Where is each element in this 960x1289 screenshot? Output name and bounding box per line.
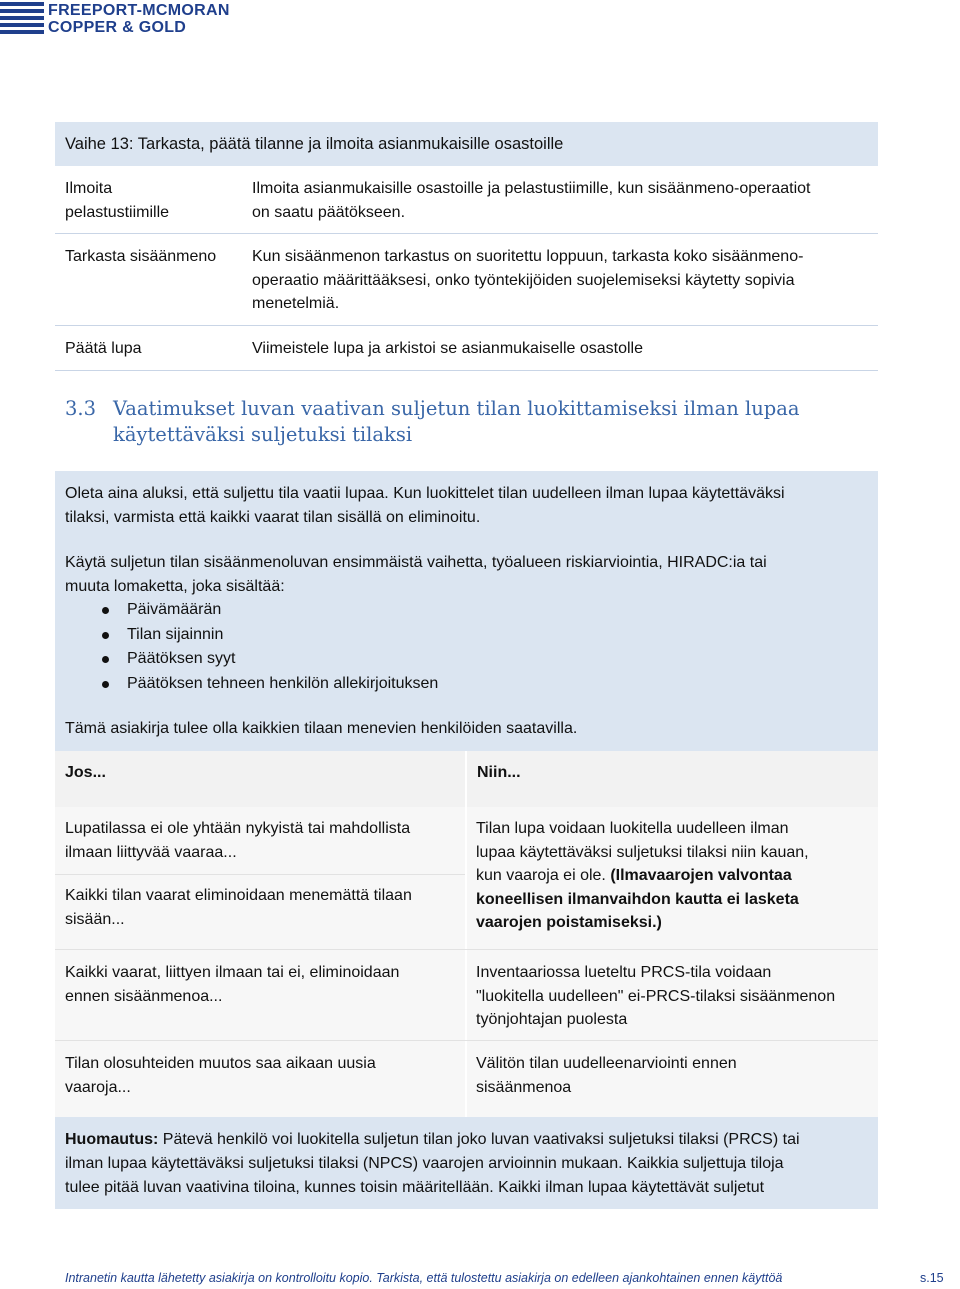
divider [55, 874, 465, 875]
bullet-icon [102, 681, 109, 688]
step-row-text: Kun sisäänmenon tarkastus on suoritettu loppuun, tarkasta koko sisäänmeno- operaatio määrittääksesi, onko työntekijöiden suojelemiseksi käytetty sopivia menetelmiä. [252, 248, 804, 312]
note-label: Huomautus: [65, 1131, 159, 1148]
step-row-text: Viimeistele lupa ja arkistoi se asianmukaiselle osastolle [252, 340, 644, 357]
info-paragraph-1: Oleta aina aluksi, että suljettu tila vaatii lupaa. Kun luokittelet tilan uudelleen ilman lupaa käytettäväksi tilaksi, varmista että kaikki vaarat tilan sisällä on eliminoitu. [65, 485, 785, 526]
table-cell-if: Lupatilassa ei ole yhtään nykyistä tai mahdollista ilmaan liittyvää vaaraa... [65, 820, 411, 861]
column-header-if: Jos... [55, 751, 465, 807]
divider [55, 325, 878, 326]
column-header-then: Niin... [467, 751, 878, 807]
table-cell-then: Välitön tilan uudelleenarviointi ennen sisäänmenoa [476, 1055, 737, 1096]
logo-text: FREEPORT-MCMORAN COPPER & GOLD [48, 2, 230, 36]
page-number: s.15 [920, 1271, 944, 1285]
info-paragraph-2: Käytä suljetun tilan sisäänmenoluvan ensimmäistä vaihetta, työalueen riskiarviointia, HIRADC:ia tai muuta lomaketta, joka sisältää: [65, 554, 767, 595]
requirements-list [65, 598, 865, 696]
table-cell-then: Tilan lupa voidaan luokitella uudelleen ilman lupaa käytettäväksi suljetuksi tilaksi niin kauan, kun vaaroja ei ole. (Ilmavaarojen valvontaa koneellisen ilmanvaihdon kautta ei lasketa vaarojen poistamiseksi.) [476, 820, 809, 931]
company-logo [0, 0, 230, 40]
bullet-icon [102, 632, 109, 639]
bullet-icon [102, 607, 109, 614]
table-cell-if: Kaikki tilan vaarat eliminoidaan menemättä tilaan sisään... [65, 887, 412, 928]
section-number: 3.3 [65, 397, 97, 420]
list-item: Päätöksen tehneen henkilön allekirjoituksen [65, 672, 865, 697]
step-header: Vaihe 13: Tarkasta, päätä tilanne ja ilmoita asianmukaisille osastoille [55, 122, 878, 166]
note-box: Huomautus: Pätevä henkilö voi luokitella suljetun tilan joko luvan vaativaksi suljetuksi tilaksi (PRCS) tai ilman lupaa käytettäväksi suljetuksi tilaksi (NPCS) vaarojen arvioinnin mukaan. Kaikkia suljettuja tiloja tulee pitää luvan vaativina tiloina, kunnes toisin määritellään. Kaikki ilman lupaa käytettävät suljetut [55, 1117, 878, 1209]
table-row-divider [55, 949, 878, 950]
divider [55, 370, 878, 371]
divider [55, 233, 878, 234]
list-item: Päivämäärän [65, 598, 865, 623]
step-row-label: Ilmoita pelastustiimille [65, 180, 170, 221]
table-cell-if: Tilan olosuhteiden muutos saa aikaan uusia vaaroja... [65, 1055, 376, 1096]
table-cell-if: Kaikki vaarat, liittyen ilmaan tai ei, eliminoidaan ennen sisäänmenoa... [65, 964, 400, 1005]
list-item: Päätöksen syyt [65, 647, 865, 672]
column-divider [465, 751, 467, 1117]
table-row-divider [55, 1040, 878, 1041]
bullet-icon [102, 656, 109, 663]
table-cell-then: Inventaariossa lueteltu PRCS-tila voidaan "luokitella uudelleen" ei-PRCS-tilaksi sisäänmenon työnjohtajan puolesta [476, 964, 836, 1028]
step-row-text: Ilmoita asianmukaisille osastoille ja pelastustiimille, kun sisäänmeno-operaatiot on saatu päätökseen. [252, 180, 811, 221]
section-title: Vaatimukset luvan vaativan suljetun tilan luokittamiseksi ilman lupaa käytettäväksi suljetuksi tilaksi [113, 397, 800, 446]
footer-disclaimer: Intranetin kautta lähetetty asiakirja on kontrolloitu kopio. Tarkista, että tulostettu asiakirja on edelleen ajankohtainen ennen käyttöä [65, 1271, 783, 1285]
step-row-label: Tarkasta sisäänmeno [65, 248, 217, 265]
step-row-label: Päätä lupa [65, 340, 142, 357]
list-item: Tilan sijainnin [65, 623, 865, 648]
logo-mark [0, 0, 44, 36]
info-paragraph-3: Tämä asiakirja tulee olla kaikkien tilaan menevien henkilöiden saatavilla. [65, 720, 578, 737]
